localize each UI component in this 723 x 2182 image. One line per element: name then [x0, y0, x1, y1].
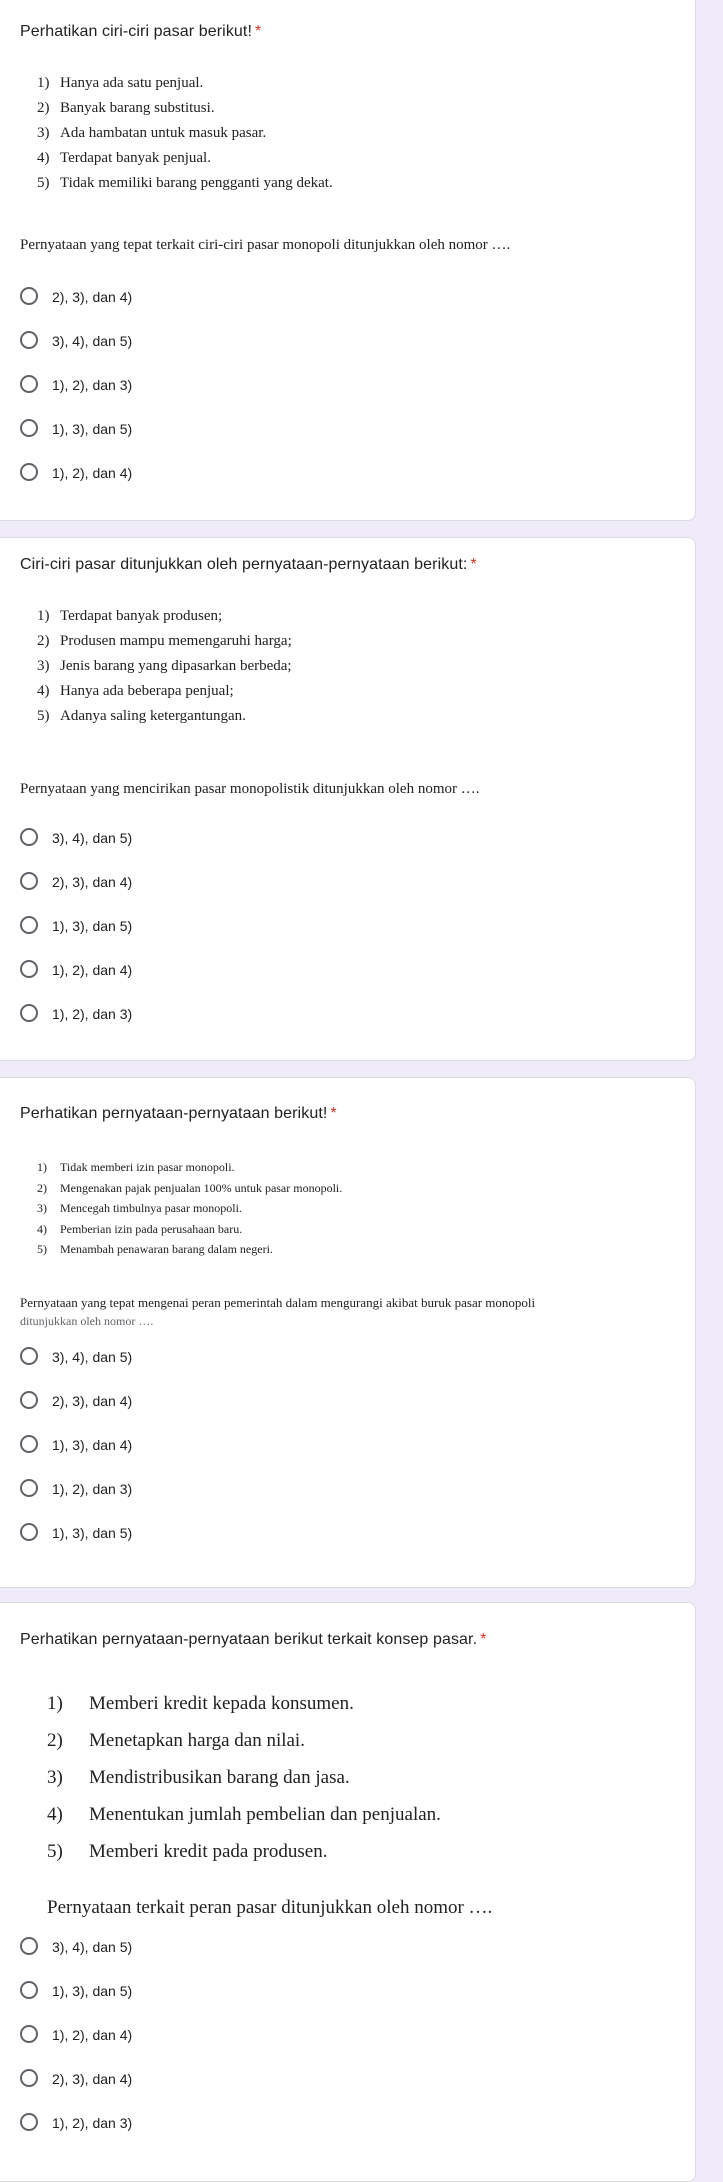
radio-circle-icon[interactable] — [20, 419, 38, 437]
radio-option[interactable] — [20, 1511, 132, 1555]
radio-option[interactable] — [20, 816, 132, 860]
question-card-3 — [0, 1077, 696, 1588]
radio-circle-icon[interactable] — [20, 2069, 38, 2087]
option-label[interactable]: 3), 4), dan 5) — [52, 1939, 133, 1955]
option-label[interactable]: 3), 4), dan 5) — [52, 1349, 133, 1365]
radio-circle-icon[interactable] — [20, 916, 38, 934]
required-asterisk: * — [480, 1631, 487, 1648]
option-label[interactable]: 1), 3), dan 5) — [52, 1983, 133, 1999]
radio-circle-icon[interactable] — [20, 1347, 38, 1365]
statement-item: 3) Jenis barang yang dipasarkan berbeda; — [37, 658, 292, 674]
radio-circle-icon[interactable] — [20, 2025, 38, 2043]
option-label[interactable]: 1), 2), dan 3) — [52, 1006, 133, 1022]
radio-option[interactable] — [20, 2013, 132, 2057]
radio-circle-icon[interactable] — [20, 1435, 38, 1453]
radio-option[interactable] — [20, 407, 132, 451]
option-label[interactable]: 3), 4), dan 5) — [52, 333, 133, 349]
radio-circle-icon[interactable] — [20, 872, 38, 890]
option-label[interactable]: 2), 3), dan 4) — [52, 874, 133, 890]
statement-item: 5) Tidak memiliki barang pengganti yang dekat. — [37, 175, 333, 191]
radio-option[interactable] — [20, 1379, 132, 1423]
question-title: Ciri-ciri pasar ditunjukkan oleh pernyataan-pernyataan berikut: * — [20, 556, 477, 573]
radio-group — [20, 275, 132, 495]
statement-list — [20, 1685, 441, 1870]
radio-option[interactable] — [20, 1335, 132, 1379]
option-label[interactable]: 1), 2), dan 4) — [52, 465, 133, 481]
statement-item: 1) Tidak memberi izin pasar monopoli. — [37, 1160, 235, 1174]
question-title: Perhatikan ciri-ciri pasar berikut! * — [20, 23, 262, 40]
question-card-4 — [0, 1602, 696, 2182]
radio-circle-icon[interactable] — [20, 1937, 38, 1955]
statement-item: 2) Menetapkan harga dan nilai. — [47, 1730, 305, 1751]
option-label[interactable]: 1), 2), dan 4) — [52, 2027, 133, 2043]
option-label[interactable]: 2), 3), dan 4) — [52, 2071, 133, 2087]
statement-item: 1) Memberi kredit kepada konsumen. — [47, 1693, 354, 1714]
radio-option[interactable] — [20, 948, 132, 992]
statement-list — [20, 1157, 342, 1260]
statement-item: 5) Memberi kredit pada produsen. — [47, 1841, 328, 1862]
question-card-2 — [0, 537, 696, 1061]
statement-item: 4) Hanya ada beberapa penjual; — [37, 683, 234, 699]
radio-circle-icon[interactable] — [20, 2113, 38, 2131]
option-label[interactable]: 1), 3), dan 5) — [52, 918, 133, 934]
radio-circle-icon[interactable] — [20, 1981, 38, 1999]
radio-option[interactable] — [20, 2057, 132, 2101]
statement-item: 2) Mengenakan pajak penjualan 100% untuk pasar monopoli. — [37, 1180, 343, 1195]
radio-option[interactable] — [20, 1467, 132, 1511]
radio-circle-icon[interactable] — [20, 828, 38, 846]
radio-option[interactable] — [20, 275, 132, 319]
question-prompt: Pernyataan yang tepat terkait ciri-ciri pasar monopoli ditunjukkan oleh nomor …. — [20, 237, 511, 253]
question-prompt: Pernyataan yang mencirikan pasar monopolistik ditunjukkan oleh nomor …. — [20, 781, 480, 797]
radio-option[interactable] — [20, 2101, 132, 2145]
statement-item: 1) Hanya ada satu penjual. — [37, 75, 204, 91]
option-label[interactable]: 1), 2), dan 3) — [52, 2115, 133, 2131]
statement-item: 4) Pemberian izin pada perusahaan baru. — [37, 1221, 243, 1236]
question-prompt-continued: ditunjukkan oleh nomor …. — [20, 1314, 154, 1328]
radio-circle-icon[interactable] — [20, 331, 38, 349]
radio-circle-icon[interactable] — [20, 1479, 38, 1497]
statement-item: 4) Menentukan jumlah pembelian dan penjualan. — [47, 1804, 441, 1825]
statement-item: 5) Menambah penawaran barang dalam negeri. — [37, 1242, 273, 1256]
radio-circle-icon[interactable] — [20, 1391, 38, 1409]
radio-option[interactable] — [20, 451, 132, 495]
radio-group — [20, 816, 132, 1036]
question-card-1 — [0, 0, 696, 521]
question-title: Perhatikan pernyataan-pernyataan berikut terkait konsep pasar. * — [20, 1631, 487, 1648]
radio-option[interactable] — [20, 1423, 132, 1467]
radio-option[interactable] — [20, 904, 132, 948]
radio-option[interactable] — [20, 1969, 132, 2013]
statement-item: 2) Banyak barang substitusi. — [37, 100, 215, 116]
option-label[interactable]: 1), 3), dan 4) — [52, 1437, 133, 1453]
statement-item: 2) Produsen mampu memengaruhi harga; — [37, 633, 292, 649]
question-prompt: Pernyataan terkait peran pasar ditunjukkan oleh nomor …. — [47, 1897, 493, 1918]
radio-circle-icon[interactable] — [20, 287, 38, 305]
radio-group — [20, 1335, 132, 1555]
required-asterisk: * — [470, 556, 477, 573]
radio-circle-icon[interactable] — [20, 960, 38, 978]
statement-item: 3) Ada hambatan untuk masuk pasar. — [37, 125, 267, 141]
radio-group — [20, 1925, 132, 2145]
option-label[interactable]: 2), 3), dan 4) — [52, 289, 133, 305]
question-title: Perhatikan pernyataan-pernyataan berikut! * — [20, 1105, 337, 1122]
statement-item: 5) Adanya saling ketergantungan. — [37, 708, 246, 724]
option-label[interactable]: 1), 2), dan 4) — [52, 962, 133, 978]
option-label[interactable]: 1), 3), dan 5) — [52, 421, 133, 437]
statement-list — [20, 604, 292, 729]
radio-option[interactable] — [20, 1925, 132, 1969]
radio-option[interactable] — [20, 860, 132, 904]
radio-option[interactable] — [20, 992, 132, 1036]
option-label[interactable]: 3), 4), dan 5) — [52, 830, 133, 846]
required-asterisk: * — [330, 1105, 337, 1122]
question-prompt: Pernyataan yang tepat mengenai peran pemerintah dalam mengurangi akibat buruk pasar monopoli — [20, 1295, 536, 1310]
statement-item: 3) Mendistribusikan barang dan jasa. — [47, 1767, 350, 1788]
radio-circle-icon[interactable] — [20, 463, 38, 481]
statement-item: 1) Terdapat banyak produsen; — [37, 608, 223, 624]
radio-option[interactable] — [20, 363, 132, 407]
statement-item: 3) Mencegah timbulnya pasar monopoli. — [37, 1201, 242, 1215]
radio-circle-icon[interactable] — [20, 1004, 38, 1022]
required-asterisk: * — [255, 23, 262, 40]
option-label[interactable]: 1), 3), dan 5) — [52, 1525, 133, 1541]
option-label[interactable]: 2), 3), dan 4) — [52, 1393, 133, 1409]
option-label[interactable]: 1), 2), dan 3) — [52, 1481, 133, 1497]
radio-option[interactable] — [20, 319, 132, 363]
radio-circle-icon[interactable] — [20, 1523, 38, 1541]
statement-item: 4) Terdapat banyak penjual. — [37, 150, 211, 166]
statement-list — [20, 71, 333, 196]
radio-circle-icon[interactable] — [20, 375, 38, 393]
option-label[interactable]: 1), 2), dan 3) — [52, 377, 133, 393]
